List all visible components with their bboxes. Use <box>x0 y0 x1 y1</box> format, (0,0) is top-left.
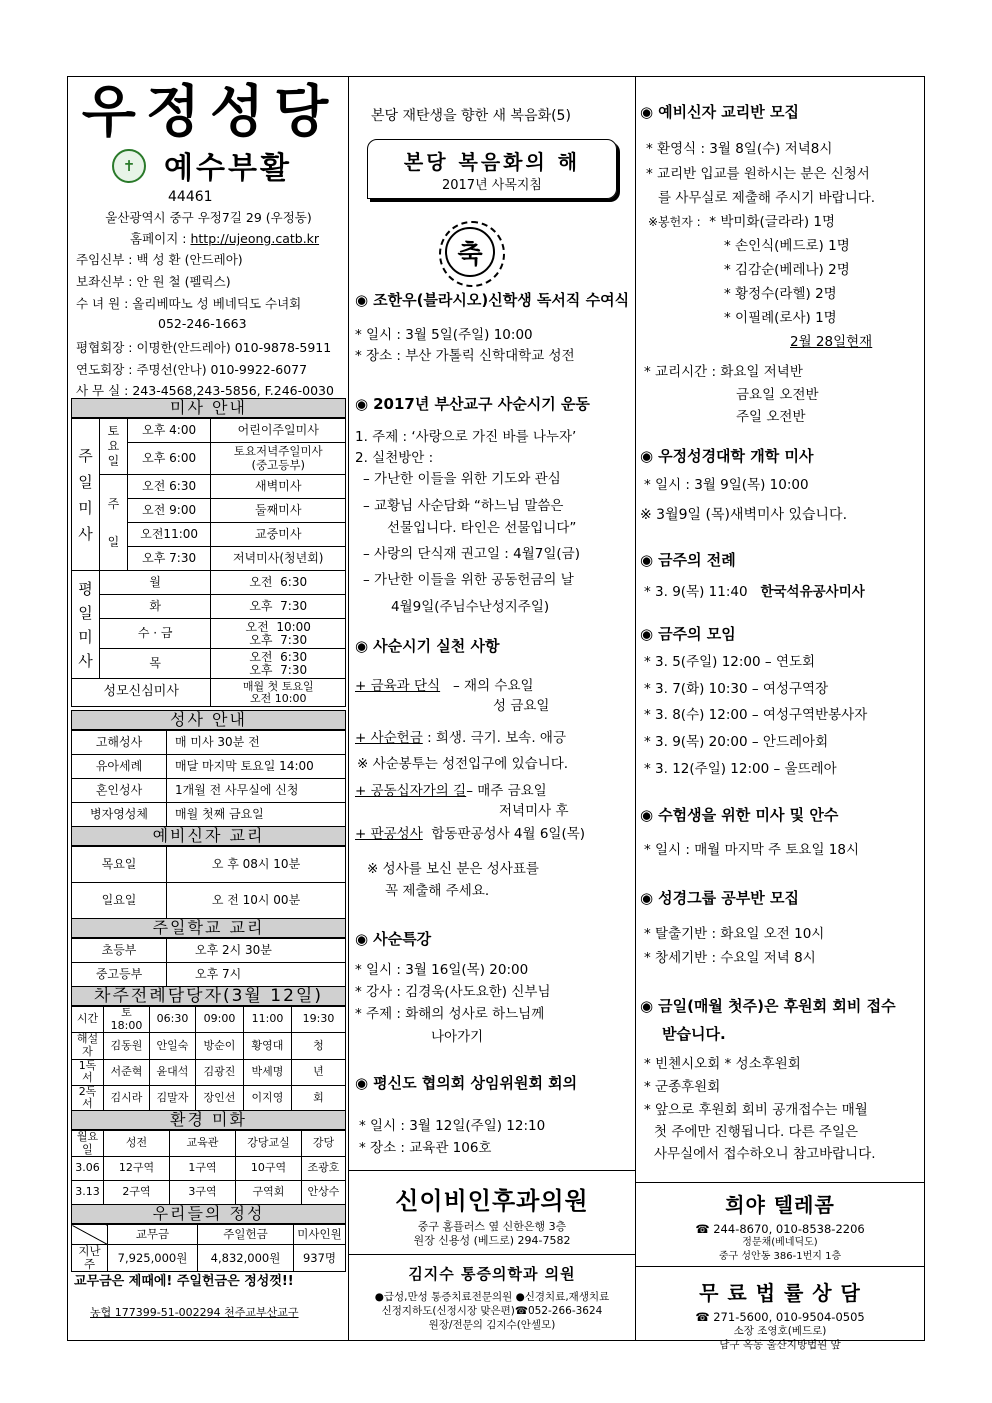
cell: 서준혁 <box>104 1059 150 1085</box>
offering-slogan: 교무금은 제때에! 주일헌금은 정성껏!! <box>74 1274 294 1289</box>
cell: 10구역 <box>236 1157 302 1181</box>
text-line: + 판공성사 합동판공성사 4월 6일(목) <box>355 826 586 842</box>
bullet-icon: ◉ <box>640 806 654 824</box>
cell: 회 <box>292 1085 346 1111</box>
class-day: 일요일 <box>72 883 167 919</box>
cell: 윤대석 <box>150 1059 196 1085</box>
intro-heading: 본당 재탄생을 향한 새 복음화(5) <box>371 108 571 124</box>
school-level: 초등부 <box>72 939 167 963</box>
text-line: + 공동십자가의 길– 매주 금요일 <box>355 783 547 799</box>
weekday-time: 오전 10:00 오후 7:30 <box>211 619 346 649</box>
col-header: 시간 <box>72 1007 104 1033</box>
text-line: – 교황님 사순담화 “하느님 말씀은 <box>363 498 564 514</box>
cell: 박세명 <box>244 1059 292 1085</box>
col-header: 교무금 <box>108 1225 198 1245</box>
text-line: ※봉헌자 : * 박미화(글라라) 1명 <box>648 214 836 230</box>
weekday: 목 <box>99 649 211 679</box>
motto-subtitle: 2017년 사목지침 <box>441 178 542 193</box>
ad-line: 신정지하도(신정시장 맞은편)☎052-266-3624 <box>381 1305 603 1317</box>
text-line: * 이필례(로사) 1명 <box>724 310 837 326</box>
section-title-lent-practice: ◉ 사순시기 실천 사항 <box>355 637 500 655</box>
section-title-exam-mass: ◉ 수험생을 위한 미사 및 안수 <box>640 806 839 824</box>
text-line: ※ 3월9일 (목)새벽미사 있습니다. <box>640 507 848 523</box>
cell: 조광호 <box>302 1157 346 1181</box>
text-line: * 일시 : 매월 마지막 주 토요일 18시 <box>644 842 860 858</box>
motto-title: 본당 복음화의 해 <box>403 150 581 174</box>
col-header: 주일헌금 <box>198 1225 294 1245</box>
text-line: 4월9일(주님수난성지주일) <box>391 599 550 615</box>
bullet-icon: ◉ <box>640 447 654 465</box>
section-title-sponsors-cont: 받습니다. <box>662 1025 726 1043</box>
ad-title: 무 료 법 률 상 담 <box>699 1281 861 1305</box>
sisters: 수 녀 원 : 올리베따노 성 베네딕도 수녀회 <box>76 296 302 311</box>
text-line: * 앞으로 후원회 회비 공개접수는 매월 <box>644 1102 868 1118</box>
office-phone: 사 무 실 : 243-4568,243-5856, F.246-0030 <box>76 383 334 398</box>
text-line: * 장소 : 교육관 106호 <box>359 1140 492 1156</box>
bullet-icon: ◉ <box>355 395 369 413</box>
catechumen-table <box>71 846 346 919</box>
cell: 김시라 <box>104 1085 150 1111</box>
date: 3.13 <box>72 1181 104 1205</box>
homepage-label: 홈페이지 : <box>130 231 187 246</box>
cell: 년 <box>292 1059 346 1085</box>
text-line: * 탈출기반 : 화요일 오전 10시 <box>644 926 825 942</box>
mass-guide-heading: 미사 안내 <box>71 398 346 418</box>
section-title-council: ◉ 평신도 협의회 상임위원회 회의 <box>355 1074 578 1092</box>
col-header: 09:00 <box>196 1007 244 1033</box>
cell: 안일숙 <box>150 1033 196 1059</box>
motto-box <box>367 139 617 199</box>
class-time: 오 전 10시 00분 <box>167 883 346 919</box>
class-day: 목요일 <box>72 847 167 883</box>
right-column <box>636 77 924 1351</box>
row-label: 지난주 <box>72 1245 108 1272</box>
bullet-icon: ◉ <box>640 103 654 121</box>
ad-line: 남구 옥동 울산지방법원 앞 <box>719 1339 841 1351</box>
col-header: 19:30 <box>292 1007 346 1033</box>
offering-value: 937명 <box>294 1245 346 1272</box>
parish-logo-icon: ✝ <box>112 149 146 183</box>
mass-time: 오후 7:30 <box>127 547 211 571</box>
ad-line: ●급성,만성 통증치료전문의원 ●신경치료,재생치료 <box>374 1291 610 1303</box>
assistant-pastor: 보좌신부 : 안 원 철 (펠릭스) <box>76 274 231 289</box>
text-line: 성 금요일 <box>493 698 550 714</box>
homepage-line <box>130 229 319 247</box>
environment-table <box>71 1130 346 1205</box>
text-line: + 금육과 단식 – 재의 수요일 <box>355 678 534 694</box>
sacrament-name: 고해성사 <box>72 731 167 755</box>
weekday-time: 오후 7:30 <box>211 595 346 619</box>
text-line: * 군종후원회 <box>644 1079 721 1095</box>
mass-name: 토요저녁주일미사 (중고등부) <box>211 443 346 475</box>
mass-name: 저녁미사(청년회) <box>211 547 346 571</box>
saturday-label: 토 요 일 <box>99 419 127 475</box>
section-title-bible-group: ◉ 성경그룹 공부반 모집 <box>640 889 799 907</box>
offering-heading: 우리들의 정성 <box>71 1204 346 1224</box>
text-line: * 교리반 입교를 원하시는 분은 신청서 <box>646 166 870 182</box>
next-week-table <box>71 1006 346 1112</box>
heart-mass-label: 성모신심미사 <box>72 679 211 707</box>
mass-guide-table <box>71 418 346 707</box>
offering-value: 4,832,000원 <box>198 1245 294 1272</box>
text-line: 주일 오전반 <box>736 409 806 425</box>
text-line: * 창세기반 : 수요일 저녁 8시 <box>644 950 816 966</box>
text-line: * 교리시간 : 화요일 저녁반 <box>644 364 803 380</box>
ad-title: 희야 텔레콤 <box>725 1193 835 1217</box>
text-line: 선물입니다. 타인은 선물입니다” <box>387 520 577 536</box>
bank-account: 농협 177399-51-002294 천주교부산교구 <box>90 1306 299 1319</box>
school-time: 오후 7시 <box>167 963 346 987</box>
cell: 안상수 <box>302 1181 346 1205</box>
sacrament-name: 병자영성체 <box>72 803 167 827</box>
bulletin-page <box>67 76 925 1351</box>
text-line: * 빈첸시오회 * 성소후원회 <box>644 1056 801 1072</box>
section-title-reader: ◉ 조한우(블라시오)신학생 독서직 수여식 <box>355 291 630 309</box>
cell: 12구역 <box>104 1157 170 1181</box>
ad-ent-clinic <box>349 1170 635 1254</box>
ad-telecom <box>636 1182 924 1266</box>
ad-line: 중구 성안동 386-1번지 1층 <box>718 1251 842 1262</box>
bullet-icon: ◉ <box>640 625 654 643</box>
text-line: 금요일 오전반 <box>736 387 819 403</box>
text-line: * 김감순(베레나) 2명 <box>724 262 850 278</box>
section-title-lent-campaign: ◉ 2017년 부산교구 사순시기 운동 <box>355 395 590 413</box>
bullet-icon: ◉ <box>355 930 369 948</box>
sacrament-table <box>71 730 346 827</box>
sunday-school-table <box>71 938 346 987</box>
text-line: 2월 28일현재 <box>790 334 873 350</box>
cell: 2구역 <box>104 1181 170 1205</box>
middle-column <box>349 77 636 1340</box>
col-header: 11:00 <box>244 1007 292 1033</box>
sunday-school-heading: 주일학교 교리 <box>71 918 346 938</box>
cell: 청 <box>292 1033 346 1059</box>
weekday-time: 오전 6:30 오후 7:30 <box>211 649 346 679</box>
text-line: * 일시 : 3월 5일(주일) 10:00 <box>355 327 533 343</box>
sisters-phone: 052-246-1663 <box>158 316 247 331</box>
sacrament-name: 유아세례 <box>72 755 167 779</box>
catechumen-heading: 예비신자 교리 <box>71 826 346 846</box>
mass-time: 오전 9:00 <box>127 499 211 523</box>
section-title-catechumen: ◉ 예비신자 교리반 모집 <box>640 103 799 121</box>
parish-title: 우정성당 <box>81 80 339 145</box>
school-level: 중고등부 <box>72 963 167 987</box>
ad-line: ☎ 271-5600, 010-9504-0505 <box>695 1310 865 1324</box>
pastor: 주임신부 : 백 성 환 (안드레아) <box>76 252 243 267</box>
mass-time: 오후 4:00 <box>127 419 211 443</box>
left-column <box>68 77 349 1340</box>
meeting-item: * 3. 8(수) 12:00 – 여성구역반봉사자 <box>644 707 868 723</box>
role: 해설자 <box>72 1033 104 1059</box>
offering-value: 7,925,000원 <box>108 1245 198 1272</box>
text-line: 사무실에서 접수하오니 참고바랍니다. <box>654 1146 876 1162</box>
cell: 장인선 <box>196 1085 244 1111</box>
cell: 이지영 <box>244 1085 292 1111</box>
col-header: 06:30 <box>150 1007 196 1033</box>
weekday: 수 · 금 <box>99 619 211 649</box>
mass-name: 어린이주일미사 <box>211 419 346 443</box>
date: 3.06 <box>72 1157 104 1181</box>
diag-cell <box>72 1225 108 1245</box>
heart-mass-time: 매월 첫 토요일 오전 10:00 <box>211 679 346 707</box>
mass-time: 오후 6:00 <box>127 443 211 475</box>
ad-line: ☎ 244-8670, 010-8538-2206 <box>695 1222 865 1236</box>
section-title-sponsors: ◉ 금일(매월 첫주)은 후원회 회비 접수 <box>640 997 896 1015</box>
text-line: * 황정수(라헬) 2명 <box>724 286 837 302</box>
next-week-heading: 차주전례담당자(3월 12일) <box>71 986 346 1006</box>
sacrament-info: 1개월 전 사무실에 신청 <box>167 779 346 803</box>
meeting-item: * 3. 12(주일) 12:00 – 울뜨레아 <box>644 761 837 777</box>
text-line: 를 사무실로 제출해 주시기 바랍니다. <box>658 190 876 206</box>
text-line: * 3. 9(목) 11:40 한국석유공사미사 <box>644 584 865 600</box>
text-line: * 손인식(베드로) 1명 <box>724 238 850 254</box>
bullet-icon: ◉ <box>355 637 369 655</box>
bullet-icon: ◉ <box>355 1074 369 1092</box>
text-line: * 강사 : 김경욱(사도요한) 신부님 <box>355 984 551 1000</box>
text-line: – 가난한 이들을 위한 기도와 관심 <box>363 471 561 487</box>
text-line: + 사순헌금 : 희생. 극기. 보속. 애긍 <box>355 730 566 746</box>
meeting-item: * 3. 5(주일) 12:00 – 연도회 <box>644 654 816 670</box>
bullet-icon: ◉ <box>640 889 654 907</box>
section-title-liturgy: ◉ 금주의 전례 <box>640 551 736 569</box>
council-president: 평협회장 : 이명한(안드레아) 010-9878-5911 <box>76 340 332 355</box>
text-line: 나아가기 <box>431 1029 484 1045</box>
text-line: 저녁미사 후 <box>499 803 569 819</box>
cell: 김말자 <box>150 1085 196 1111</box>
text-line: 1. 주제 : ‘사랑으로 가진 바를 나누자’ <box>355 429 577 445</box>
ad-line: 원장/전문의 김지수(안셀모) <box>428 1319 556 1331</box>
homepage-link[interactable]: http://ujeong.catb.kr <box>190 231 320 246</box>
sunday-mass-label: 주 일 미 사 <box>72 419 100 571</box>
bullet-icon: ◉ <box>640 997 654 1015</box>
section-title-bible-college: ◉ 우정성경대학 개학 미사 <box>640 447 814 465</box>
cell: 1구역 <box>170 1157 236 1181</box>
weekday: 화 <box>99 595 211 619</box>
text-line: ※ 사순봉투는 성전입구에 있습니다. <box>357 756 569 772</box>
offering-table <box>71 1224 346 1272</box>
cell: 김광진 <box>196 1059 244 1085</box>
sunday-label: 주 일 <box>99 475 127 571</box>
section-title-meetings: ◉ 금주의 모임 <box>640 625 736 643</box>
bullet-icon: ◉ <box>355 291 369 309</box>
text-line: * 환영식 : 3월 8일(수) 저녁8시 <box>646 141 833 157</box>
col-header: 강당교실 <box>236 1131 302 1157</box>
bullet-icon: ◉ <box>640 551 654 569</box>
col-header: 성전 <box>104 1131 170 1157</box>
ad-title: 김지수 통증의학과 의원 <box>408 1265 576 1283</box>
mass-name: 새벽미사 <box>211 475 346 499</box>
sacrament-info: 매 미사 30분 전 <box>167 731 346 755</box>
weekday: 월 <box>99 571 211 595</box>
text-line: * 주제 : 화해의 성사로 하느님께 <box>355 1006 545 1022</box>
text-line: – 사랑의 단식재 권고일 : 4월7일(금) <box>363 546 580 562</box>
feast-title: 예수부활 <box>164 151 292 186</box>
sacrament-info: 매달 마지막 토요일 14:00 <box>167 755 346 779</box>
meeting-item: * 3. 7(화) 10:30 – 여성구역장 <box>644 681 829 697</box>
class-time: 오 후 08시 10분 <box>167 847 346 883</box>
col-header: 월요일 <box>72 1131 104 1157</box>
legion-president: 연도회장 : 주명선(안나) 010-9922-6077 <box>76 362 308 377</box>
cell: 황영대 <box>244 1033 292 1059</box>
sacrament-name: 혼인성사 <box>72 779 167 803</box>
congratulations-emblem-icon: 축 <box>445 227 495 277</box>
col-header: 토18:00 <box>104 1007 150 1033</box>
col-header: 강당 <box>302 1131 346 1157</box>
text-line: – 가난한 이들을 위한 공동헌금의 날 <box>363 572 574 588</box>
ad-title: 신이비인후과의원 <box>395 1187 589 1215</box>
meeting-item: * 3. 9(목) 20:00 – 안드레아회 <box>644 734 829 750</box>
weekday-time: 오전 6:30 <box>211 571 346 595</box>
section-title-lent-lecture: ◉ 사순특강 <box>355 930 432 948</box>
school-time: 오후 2시 30분 <box>167 939 346 963</box>
role: 2독서 <box>72 1085 104 1111</box>
weekday-mass-label: 평 일 미 사 <box>72 571 100 679</box>
col-header: 교육관 <box>170 1131 236 1157</box>
environment-heading: 환경 미화 <box>71 1110 346 1130</box>
ad-line: 정문채(베네딕도) <box>742 1237 818 1248</box>
ad-line: 원장 신용성 (베드로) 294-7582 <box>413 1234 571 1247</box>
ad-line: 소장 조영호(베드로) <box>733 1325 827 1337</box>
text-line: 꼭 제출해 주세요. <box>385 883 490 899</box>
text-line: 2. 실천방안 : <box>355 450 434 466</box>
cell: 3구역 <box>170 1181 236 1205</box>
text-line: 첫 주에만 진행됩니다. 다른 주일은 <box>654 1124 859 1140</box>
postcode: 44461 <box>168 189 213 205</box>
mass-time: 오전 6:30 <box>127 475 211 499</box>
col-header: 미사인원 <box>294 1225 346 1245</box>
ad-legal-consult <box>636 1266 924 1351</box>
mass-name: 둘째미사 <box>211 499 346 523</box>
text-line: * 장소 : 부산 가톨릭 신학대학교 성전 <box>355 348 575 364</box>
role: 1독서 <box>72 1059 104 1085</box>
cell: 방순이 <box>196 1033 244 1059</box>
text-line: ※ 성사를 보신 분은 성사표를 <box>367 861 539 877</box>
ad-pain-clinic <box>349 1254 635 1342</box>
sacrament-info: 매월 첫째 금요일 <box>167 803 346 827</box>
mass-time: 오전11:00 <box>127 523 211 547</box>
text-line: * 일시 : 3월 16일(목) 20:00 <box>355 962 529 978</box>
cell: 김동원 <box>104 1033 150 1059</box>
text-line: * 일시 : 3월 9일(목) 10:00 <box>644 477 809 493</box>
address: 울산광역시 중구 우정7길 29 (우정동) <box>105 210 312 225</box>
sacrament-heading: 성사 안내 <box>71 710 346 730</box>
text-line: * 일시 : 3월 12일(주일) 12:10 <box>359 1118 546 1134</box>
mass-name: 교중미사 <box>211 523 346 547</box>
ad-line: 중구 홈플러스 옆 신한은행 3층 <box>417 1220 567 1233</box>
cell: 구역회 <box>236 1181 302 1205</box>
